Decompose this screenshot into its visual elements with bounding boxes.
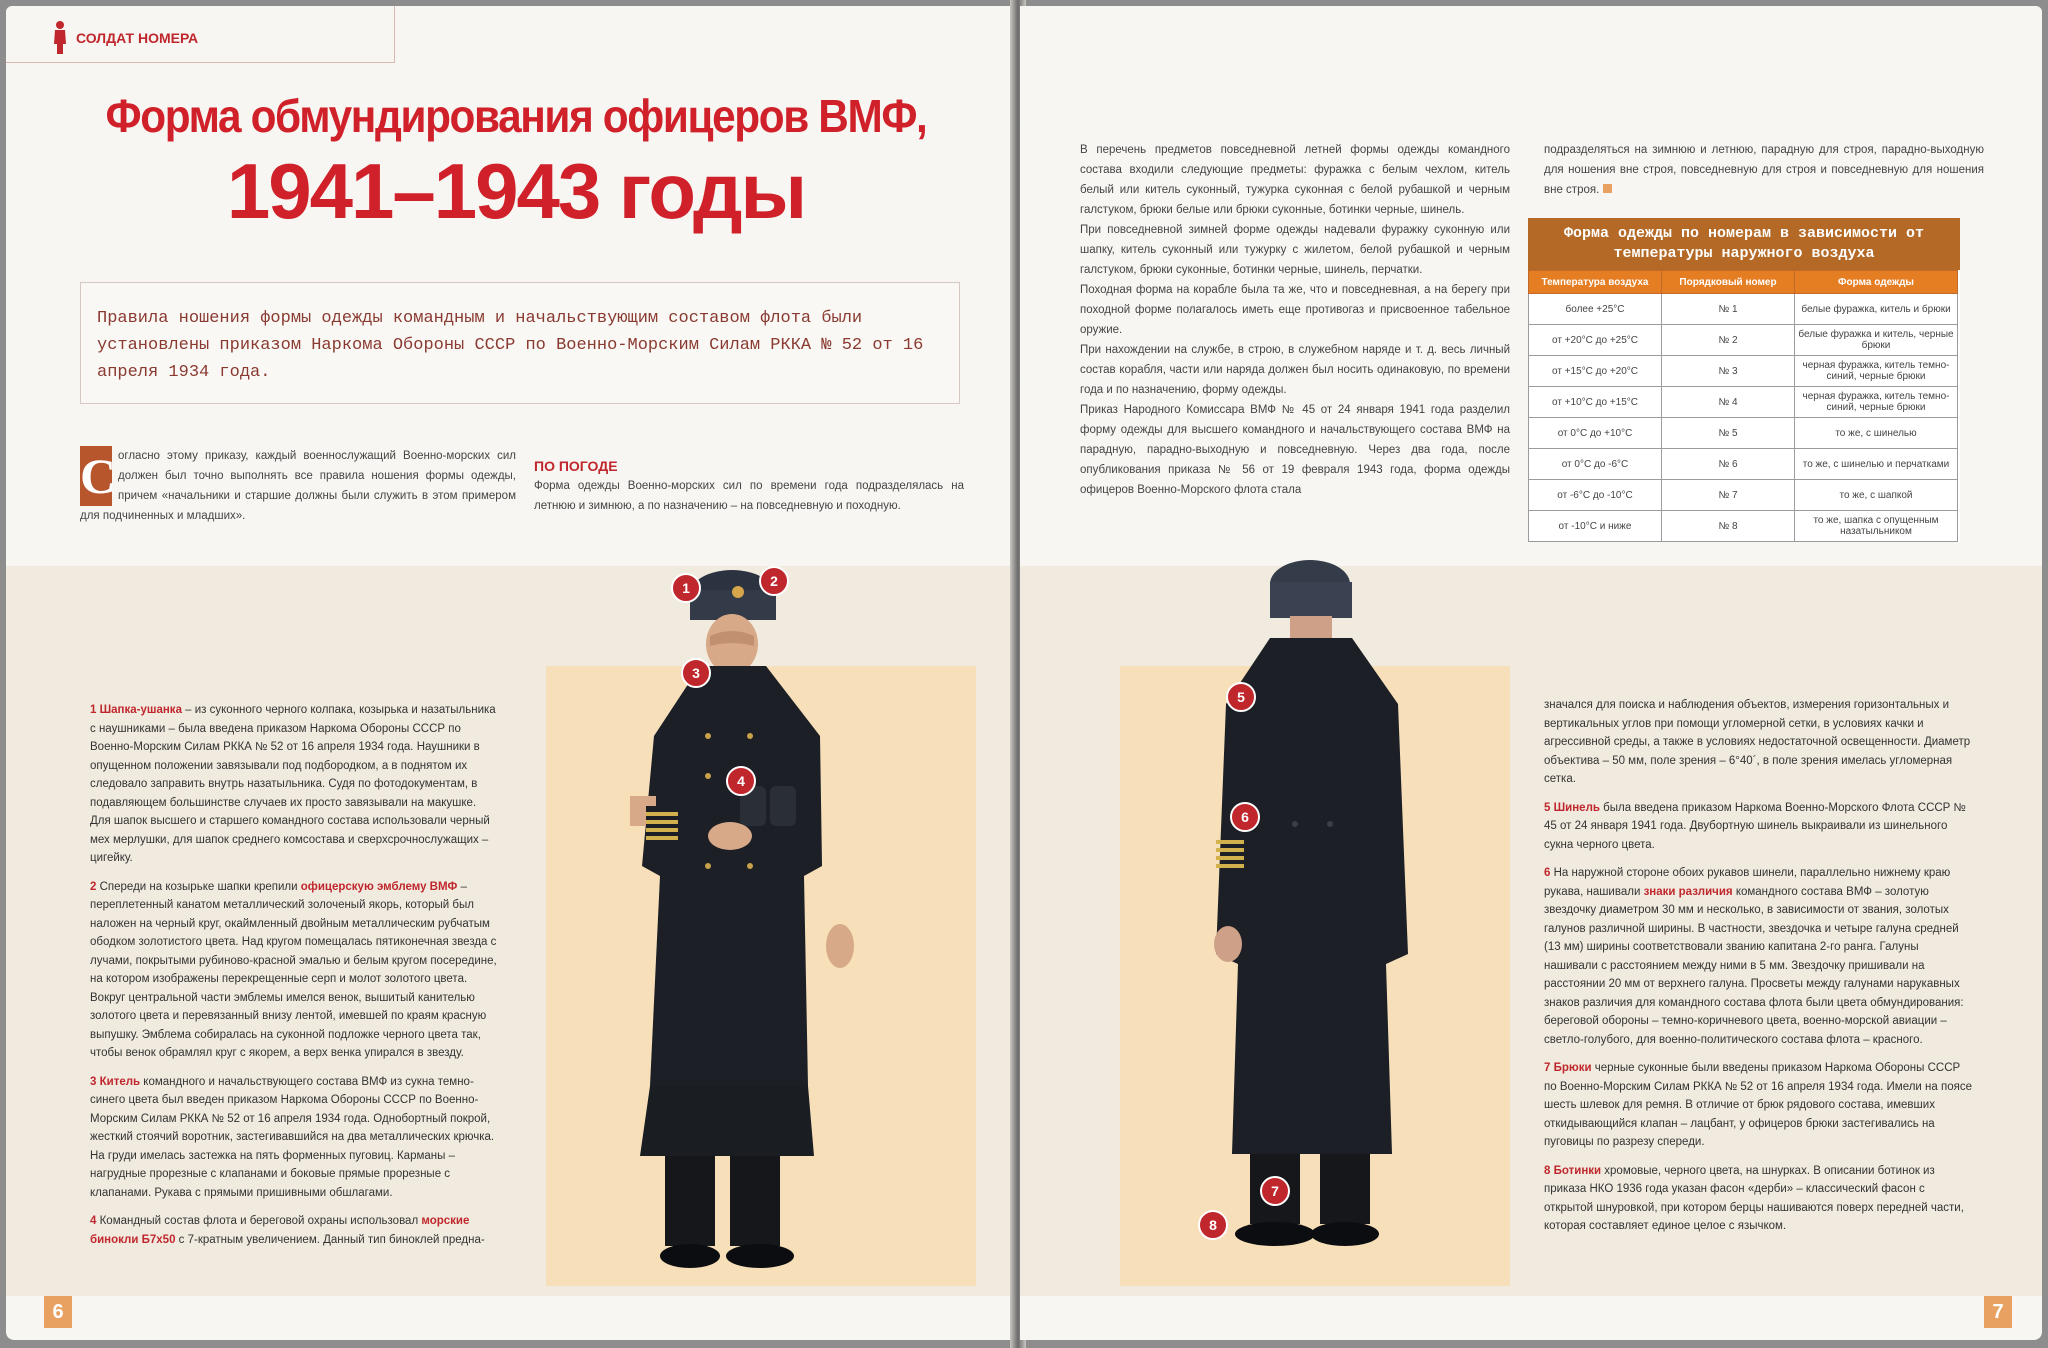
intro-text: огласно этому приказу, каждый военнослужащий Военно-морских сил должен был точно выполнять все правила ношения формы одежды, причем «начальники и старшие должны были служить в этом примером для подчиненных и младших». bbox=[80, 450, 516, 522]
end-mark-icon bbox=[1603, 184, 1612, 193]
table-header: Температура воздуха bbox=[1529, 271, 1662, 294]
page-number-left: 6 bbox=[44, 1296, 72, 1328]
caption-6: 6 На наружной стороне обоих рукавов шинели, параллельно нижнему краю рукава, нашивали знаки различия командного состава ВМФ – золотую звездочку диаметром 30 мм и несколько, в зависимости от звания, золотых галунов различной ширины. В частности, звездочка и четыре галуна средней (13 мм) ширины соответствовали званию капитана 2-го ранга. Галуны нашивали с расстоянием между ними в 5 мм. Звездочку пришивали на расстоянии 20 мм от верхнего галуна. Просветы между галунами нарукавных знаков различия для командного состава флота были цвета обмундирования: береговой обороны – темно-коричневого цвета, военно-морской авиации – светло-голубого, для военно-политического состава флота – красного. bbox=[1544, 867, 1964, 1046]
caption-2: 2 Спереди на козырьке шапки крепили офицерскую эмблему ВМФ – переплетенный канатом металлический золоченый якорь, который был наложен на черный круг, окаймленный двойным металлическим рубчатым ободком золотистого цвета. Над кругом помещалась пятиконечная звезда с лучами, покрытыми рубиново-красной эмалью и белым кругом посередине, на котором изображены перекрещенные серп и молот золотого цвета. Вокруг центральной части эмблемы имелся венок, вышитый канителью золотого цвета и перевязанный внизу лентой, имевшей по краям красную выпушку. Эмблема собиралась на суконной подложке черного цвета так, чтобы венок обрамлял круг с якорем, а верх венка упирался в звезду. bbox=[90, 880, 497, 1059]
section-label: СОЛДАТ НОМЕРА bbox=[76, 30, 199, 46]
paragraph: Походная форма на корабле была та же, что и повседневная, а на берегу при походной форме полагалось иметь еще противогаз и присвоенное табельное оружие. bbox=[1080, 284, 1510, 336]
uniform-table bbox=[1528, 270, 1958, 542]
table-row: от +15°C до +20°C № 3 черная фуражка, китель темно-синий, черные брюки bbox=[1529, 356, 1958, 387]
weather-block bbox=[534, 458, 964, 516]
table-row: от -10°C и ниже № 8 то же, шапка с опущенным назатыльником bbox=[1529, 511, 1958, 542]
badge-1: 1 bbox=[671, 573, 701, 603]
lead-box bbox=[80, 282, 960, 404]
paragraph: При повседневной зимней форме одежды надевали фуражку суконную или шапку, китель суконный или тужурку с жилетом, белой рубашкой и черным галстуком, брюки суконные, ботинки черные, шинель, перчатки. bbox=[1080, 224, 1510, 276]
right-column-2 bbox=[1544, 140, 1984, 200]
right-page bbox=[1020, 6, 2042, 1340]
weather-heading: ПО ПОГОДЕ bbox=[534, 458, 618, 474]
paragraph: При нахождении на службе, в строю, в служебном наряде и т. д. весь личный состав корабля, части или наряда должен был носить одинаковую, по времени года и по назначению, форму одежды. bbox=[1080, 344, 1510, 396]
caption-8: 8 Ботинки хромовые, черного цвета, на шнурках. В описании ботинок из приказа НКО 1936 года указан фасон «дерби» – классический фасон с открытой шнуровкой, при котором берцы нашиваются поверх передней части, которая составляет единое целое с язычком. bbox=[1544, 1164, 1964, 1232]
badge-3: 3 bbox=[681, 658, 711, 688]
page-title bbox=[66, 86, 966, 236]
paragraph: подразделяться на зимнюю и летнюю, парадную для строя, парадно-выходную для ношения вне строя, повседневную для строя и повседневную для ношения вне строя. bbox=[1544, 144, 1984, 196]
caption-4: 4 Командный состав флота и береговой охраны использовал морские бинокли Б7х50 с 7-кратным увеличением. Данный тип биноклей предна- bbox=[90, 1215, 485, 1246]
caption-7: 7 Брюки черные суконные были введены приказом Наркома Обороны СССР по Военно-Морским Силам РККА № 52 от 16 апреля 1934 года. Имели на поясе шесть шлевок для ремня. В отличие от брюк рядового состава, имевших откидывающийся клапан – лацбант, у офицеров брюки застегивались на пуговицы по разрезу спереди. bbox=[1544, 1062, 1972, 1148]
table-row: более +25°C № 1 белые фуражка, китель и брюки bbox=[1529, 294, 1958, 325]
section-header bbox=[6, 6, 395, 63]
dropcap: С bbox=[80, 448, 117, 504]
title-line-1: Форма обмундирования офицеров ВМФ, bbox=[105, 90, 927, 142]
badge-5: 5 bbox=[1226, 682, 1256, 712]
page-number-right: 7 bbox=[1984, 1296, 2012, 1328]
intro-block bbox=[80, 446, 516, 526]
weather-text: Форма одежды Военно-морских сил по времени года подразделялась на летнюю и зимнюю, а по назначению – на повседневную и походную. bbox=[534, 480, 964, 512]
badge-6: 6 bbox=[1230, 802, 1260, 832]
captions-left bbox=[90, 701, 500, 1249]
caption-3: 3 Китель командного и начальствующего состава ВМФ из сукна темно-синего цвета был введен приказом Наркома Обороны СССР по Военно-Морским Силам РККА № 52 от 16 апреля 1934 года. Однобортный покрой, жесткий стоячий воротник, застегивавшийся на два металлических крючка. На груди имелась застежка на пять форменных пуговиц. Карманы – нагрудные прорезные с клапанами и боковые прямые прорезные с клапанами. Рукава с прямыми пришивными обшлагами. bbox=[90, 1075, 495, 1199]
badge-4: 4 bbox=[726, 766, 756, 796]
left-page bbox=[6, 6, 1014, 1340]
paragraph: В перечень предметов повседневной летней формы одежды командного состава входили следующие предметы: фуражка с белым чехлом, китель белый или китель суконный, тужурка суконная с белой рубашкой и черным галстуком, брюки белые или брюки суконные, ботинки черные, шинель. bbox=[1080, 144, 1510, 216]
officer-back-illustration bbox=[1180, 554, 1460, 1274]
title-line-2: 1941–1943 годы bbox=[226, 147, 806, 235]
table-title: Форма одежды по номерам в зависимости от температуры наружного воздуха bbox=[1528, 218, 1960, 270]
caption-5: 5 Шинель была введена приказом Наркома Военно-Морского Флота СССР № 45 от 24 января 1941 года. Двубортную шинель выкраивали из шинельного сукна черного цвета. bbox=[1544, 801, 1966, 851]
table-row: от 0°C до +10°C № 5 то же, с шинелью bbox=[1529, 418, 1958, 449]
officer-front-illustration bbox=[590, 566, 890, 1286]
table-header: Порядковый номер bbox=[1662, 271, 1795, 294]
paragraph: Приказ Народного Комиссара ВМФ № 45 от 24 января 1941 года разделил форму одежды для высшего командного и начальствующего состава ВМФ на парадную, парадно-выходную и повседневную. Через два года, после опубликования приказа № 56 от 19 февраля 1943 года, форма одежды офицеров Военно-Морского флота стала bbox=[1080, 404, 1510, 496]
caption-4-continued: значался для поиска и наблюдения объектов, измерения горизонтальных и вертикальных углов при помощи угломерной сетки, в условиях качки и агрессивной среды, а также в условиях недостаточной освещенности. Диаметр объектива – 50 мм, поле зрения – 6°40´, в поле зрения имелась угломерная сетка. bbox=[1544, 699, 1971, 785]
badge-2: 2 bbox=[759, 566, 789, 596]
table-row: от 0°C до -6°C № 6 то же, с шинелью и перчатками bbox=[1529, 449, 1958, 480]
table-row: от -6°C до -10°C № 7 то же, с шапкой bbox=[1529, 480, 1958, 511]
caption-1: 1 Шапка-ушанка – из суконного черного колпака, козырька и назатыльника с наушниками – была введена приказом Наркома Обороны СССР по Военно-Морским Силам РККА № 52 от 16 апреля 1934 года. Наушники в опущенном положении завязывали под подбородком, а в поднятом их следовало заправить внутрь назатыльника. Судя по фотодокументам, в подавляющем большинстве случаев их просто завязывали на макушке. Для шапок высшего и старшего командного состава использовали черный мех мерлушки, для шапок среднего комсостава и сверхсрочнослужащих – цигейку. bbox=[90, 704, 496, 864]
table-row: от +20°C до +25°C № 2 белые фуражка и китель, черные брюки bbox=[1529, 325, 1958, 356]
table-row: от +10°C до +15°C № 4 черная фуражка, китель темно-синий, черные брюки bbox=[1529, 387, 1958, 418]
table-header: Форма одежды bbox=[1795, 271, 1958, 294]
soldier-icon bbox=[52, 20, 68, 54]
uniform-table-box bbox=[1528, 218, 1960, 542]
badge-8: 8 bbox=[1198, 1210, 1228, 1240]
right-column-1 bbox=[1080, 140, 1510, 500]
badge-7: 7 bbox=[1260, 1176, 1290, 1206]
lead-text: Правила ношения формы одежды командным и начальствующим составом флота были установлены приказом Наркома Обороны СССР по Военно-Морским Силам РККА № 52 от 16 апреля 1934 года. bbox=[97, 309, 924, 382]
captions-right bbox=[1544, 696, 1974, 1236]
